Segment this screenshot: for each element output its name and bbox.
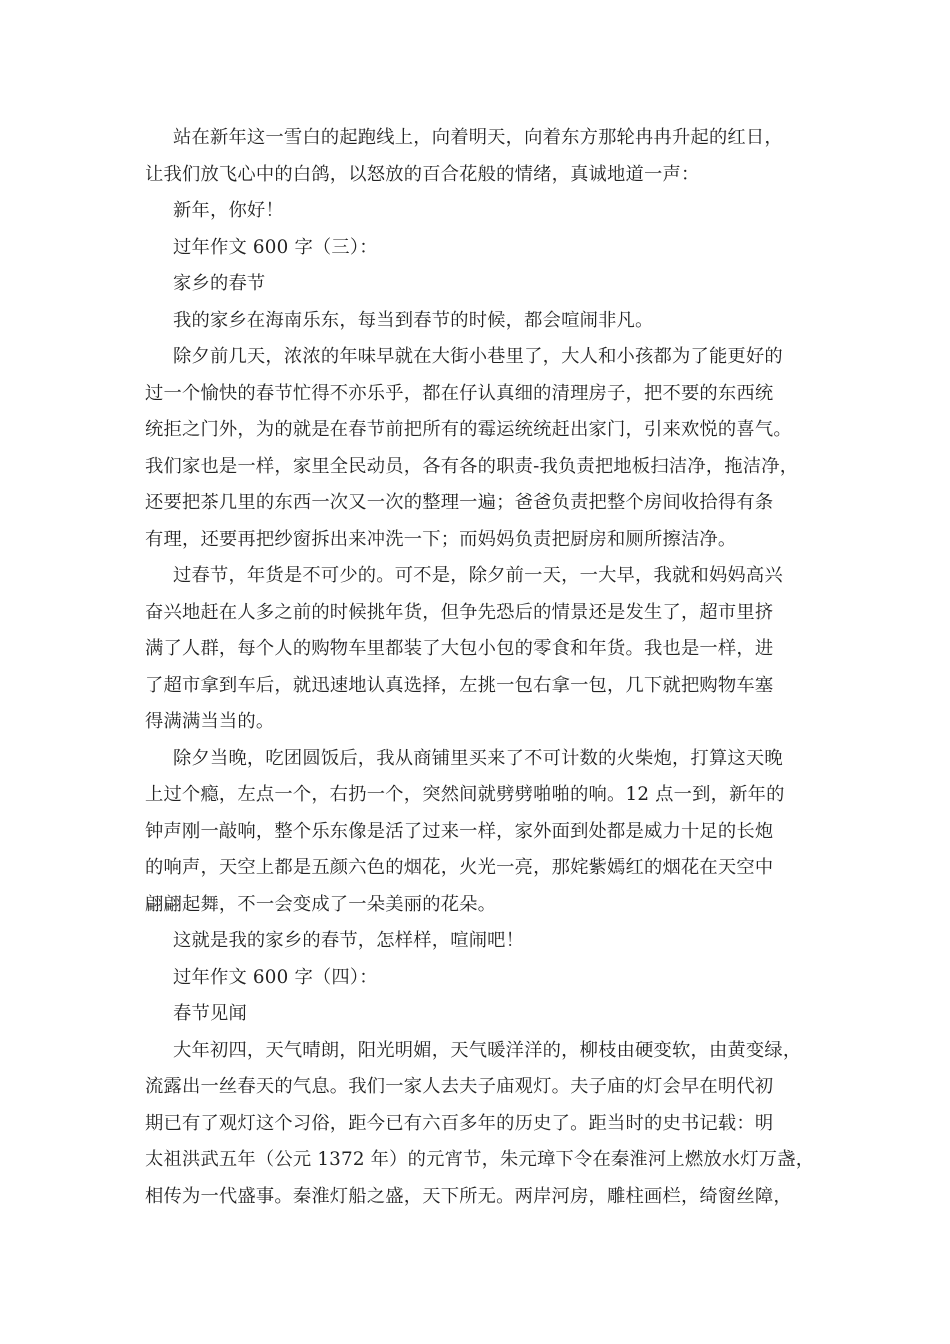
text-line: 有理，还要再把纱窗拆出来冲洗一下；而妈妈负责把厨房和厕所擦洁净。 <box>145 528 737 550</box>
paragraph <box>145 339 815 558</box>
text-line: 春节见闻 <box>173 1003 247 1024</box>
text-line: 了超市拿到车后，就迅速地认真选择，左挑一包右拿一包，几下就把购物车塞 <box>145 674 774 696</box>
text-line: 站在新年这一雪白的起跑线上，向着明天，向着东方那轮冉冉升起的红日， <box>173 127 783 148</box>
text-line: 大年初四，天气晴朗，阳光明媚，天气暖洋洋的，柳枝由硬变软，由黄变绿， <box>173 1039 802 1061</box>
text-line: 相传为一代盛事。秦淮灯船之盛，天下所无。两岸河房，雕柱画栏，绮窗丝障， <box>145 1185 792 1207</box>
text-line: 我们家也是一样，家里全民动员，各有各的职责-我负责把地板扫洁净，拖洁净， <box>145 455 799 477</box>
paragraph <box>145 923 815 960</box>
paragraph <box>145 558 815 741</box>
text-line: 过一个愉快的春节忙得不亦乐乎，都在仔认真细的清理房子，把不要的东西统 <box>145 382 774 404</box>
paragraph <box>145 120 815 193</box>
paragraph <box>145 193 815 230</box>
paragraph <box>145 1033 815 1216</box>
paragraph <box>145 303 815 340</box>
text-line: 流露出一丝春天的气息。我们一家人去夫子庙观灯。夫子庙的灯会早在明代初 <box>145 1076 774 1097</box>
paragraph <box>145 230 815 267</box>
paragraph <box>145 741 815 924</box>
text-line: 过年作文 600 字（四）： <box>173 966 378 988</box>
text-line: 得满满当当的。 <box>145 711 275 732</box>
text-line: 的响声，天空上都是五颜六色的烟花，火光一亮，那姹紫嫣红的烟花在天空中 <box>145 857 774 878</box>
text-line: 太祖洪武五年（公元 1372 年）的元宵节，朱元璋下令在秦淮河上燃放水灯万盏， <box>145 1149 815 1170</box>
text-line: 奋兴地赶在人多之前的时候挑年货，但争先恐后的情景还是发生了，超市里挤 <box>145 601 774 623</box>
text-line: 除夕当晚，吃团圆饭后，我从商铺里买来了不可计数的火柴炮，打算这天晚 <box>173 747 783 769</box>
document-body <box>145 120 815 1215</box>
paragraph <box>145 266 815 303</box>
paragraph <box>145 996 815 1033</box>
text-line: 期已有了观灯这个习俗，距今已有六百多年的历史了。距当时的史书记载：明 <box>145 1112 774 1134</box>
text-line: 过年作文 600 字（三）： <box>173 236 378 258</box>
text-line: 上过个瘾，左点一个，右扔一个，突然间就劈劈啪啪的响。12 点一到，新年的 <box>145 784 785 805</box>
text-line: 过春节，年货是不可少的。可不是，除夕前一天，一大早，我就和妈妈高兴 <box>173 565 783 586</box>
text-line: 统拒之门外，为的就是在春节前把所有的霉运统统赶出家门，引来欢悦的喜气。 <box>145 419 792 440</box>
paragraph <box>145 960 815 997</box>
text-line: 这就是我的家乡的春节，怎样样，喧闹吧！ <box>173 930 525 951</box>
text-line: 满了人群，每个人的购物车里都装了大包小包的零食和年货。我也是一样，进 <box>145 638 774 659</box>
text-line: 我的家乡在海南乐东，每当到春节的时候，都会喧闹非凡。 <box>173 309 654 331</box>
text-line: 还要把茶几里的东西一次又一次的整理一遍；爸爸负责把整个房间收拾得有条 <box>145 492 774 513</box>
text-line: 家乡的春节 <box>173 273 266 294</box>
text-line: 让我们放飞心中的白鸽，以怒放的百合花般的情绪，真诚地道一声： <box>145 163 700 185</box>
text-line: 新年，你好！ <box>173 200 284 221</box>
text-line: 钟声刚一敲响，整个乐东像是活了过来一样，家外面到处都是威力十足的长炮 <box>145 820 774 842</box>
text-line: 除夕前几天，浓浓的年味早就在大街小巷里了，大人和小孩都为了能更好的 <box>173 346 783 367</box>
text-line: 翩翩起舞，不一会变成了一朵美丽的花朵。 <box>145 893 497 915</box>
